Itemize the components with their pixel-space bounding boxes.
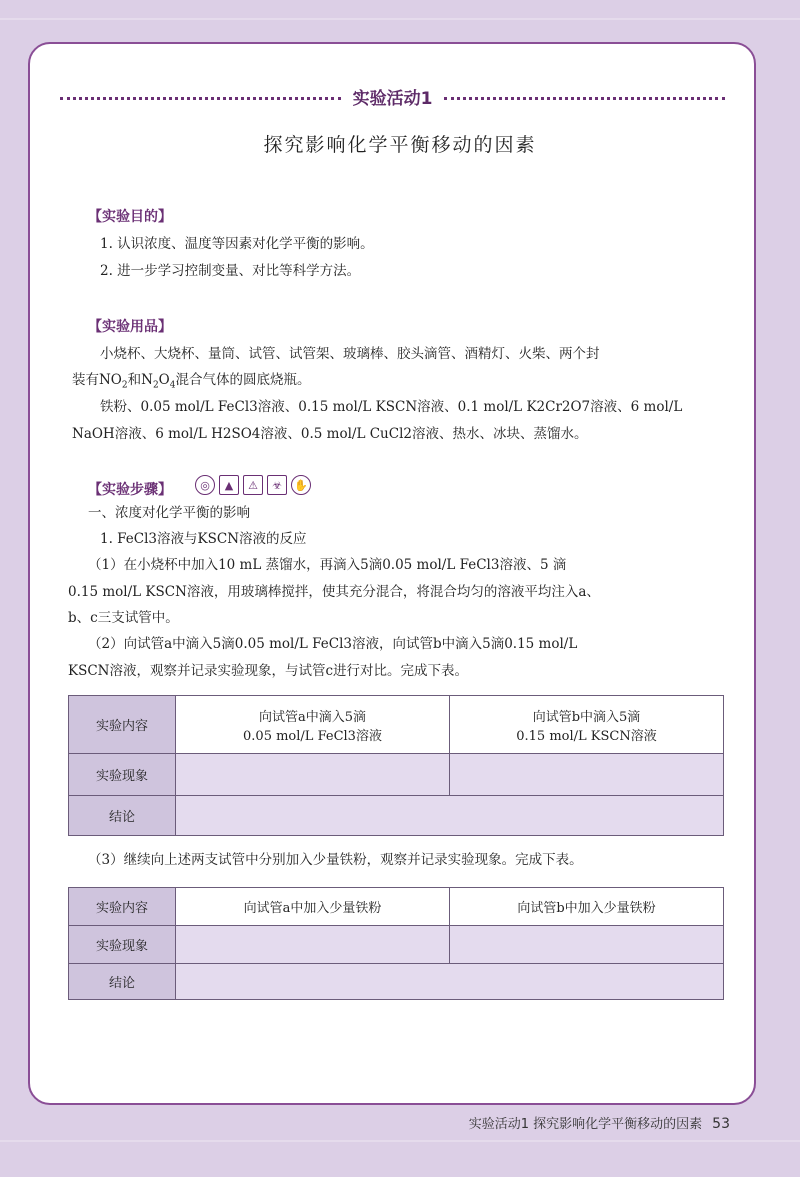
row-label: 实验现象 [69,754,176,796]
cell-text: 0.05 mol/L FeCl3溶液 [243,728,382,744]
goggles-icon: ◎ [195,475,215,495]
row-label: 实验现象 [69,926,176,964]
table-row [69,888,724,926]
purpose-item-1: 1. 认识浓度、温度等因素对化学平衡的影响。 [100,236,374,252]
steps-sub-1: 一、浓度对化学平衡的影响 [88,505,250,521]
row-label: 结论 [69,796,176,836]
hand-wash-icon: ✋ [291,475,311,495]
row-label: 实验内容 [69,888,176,926]
flame-icon: ▲ [219,475,239,495]
result-table-1 [68,695,724,836]
table-row [69,926,724,964]
purpose-heading: 【实验目的】 [88,209,172,225]
row-label: 结论 [69,964,176,1000]
row-label: 实验内容 [69,696,176,754]
step-2-line-2: KSCN溶液，观察并记录实验现象，与试管c进行对比。完成下表。 [68,663,469,679]
cell-text: 0.15 mol/L KSCN溶液 [516,728,657,744]
page-footer [469,1113,730,1132]
dotted-rule-right [444,97,725,100]
page-title: 探究影响化学平衡移动的因素 [263,134,537,156]
table-cell: 向试管a中加入少量铁粉 [176,888,450,926]
corrosive-icon: ⚠ [243,475,263,495]
page-number: 53 [712,1116,730,1132]
table-row [69,796,724,836]
supplies-line-2: 装有$NO_2$和$N_2O_4$混合气体的圆底烧瓶。 [72,372,311,391]
dotted-rule-left [60,97,341,100]
table-cell [450,696,724,754]
supplies-line-1: 小烧杯、大烧杯、量筒、试管、试管架、玻璃棒、胶头滴管、酒精灯、火柴、两个封 [100,346,600,362]
table-cell: 向试管b中加入少量铁粉 [450,888,724,926]
footer-title: 实验活动1 探究影响化学平衡移动的因素 [468,1117,703,1132]
supplies-heading: 【实验用品】 [88,319,172,335]
step-1-line-1: （1）在小烧杯中加入10 mL 蒸馏水，再滴入5滴0.05 mol/L FeCl3溶液、5 滴 [88,557,567,573]
steps-heading: 【实验步骤】 [88,482,172,498]
step-1-line-3: b、c三支试管中。 [68,610,179,626]
toxic-icon: ☣ [267,475,287,495]
table-row [69,696,724,754]
supplies-line-3: 铁粉、0.05 mol/L FeCl3溶液、0.15 mol/L KSCN溶液、0.1 mol/L K2Cr2O7溶液、6 mol/L [100,399,683,415]
result-table-2 [68,887,724,1000]
activity-header [60,83,725,109]
observation-cell-a[interactable] [176,754,450,796]
supplies-line-4: NaOH溶液、6 mol/L H2SO4溶液、0.5 mol/L CuCl2溶液、热水、冰块、蒸馏水。 [72,426,588,442]
step-3-line: （3）继续向上述两支试管中分别加入少量铁粉，观察并记录实验现象。完成下表。 [88,852,583,868]
step-2-line-1: （2）向试管a中滴入5滴0.05 mol/L FeCl3溶液，向试管b中滴入5滴0.15 mol/L [88,636,578,652]
safety-icons [195,475,311,495]
steps-sub-2: 1. FeCl3溶液与KSCN溶液的反应 [100,531,307,547]
table-row [69,964,724,1000]
observation-cell-b[interactable] [450,754,724,796]
activity-title: 实验活动1 [352,88,433,109]
cell-text: 向试管a中滴入5滴 [258,709,367,725]
step-1-line-2: 0.15 mol/L KSCN溶液，用玻璃棒搅拌，使其充分混合，将混合均匀的溶液平均注入a、 [68,584,600,600]
table-row [69,754,724,796]
observation-cell-a[interactable] [176,926,450,964]
purpose-item-2: 2. 进一步学习控制变量、对比等科学方法。 [100,263,361,279]
conclusion-cell[interactable] [176,964,724,1000]
table-cell [176,696,450,754]
conclusion-cell[interactable] [176,796,724,836]
cell-text: 向试管b中滴入5滴 [532,709,641,725]
observation-cell-b[interactable] [450,926,724,964]
